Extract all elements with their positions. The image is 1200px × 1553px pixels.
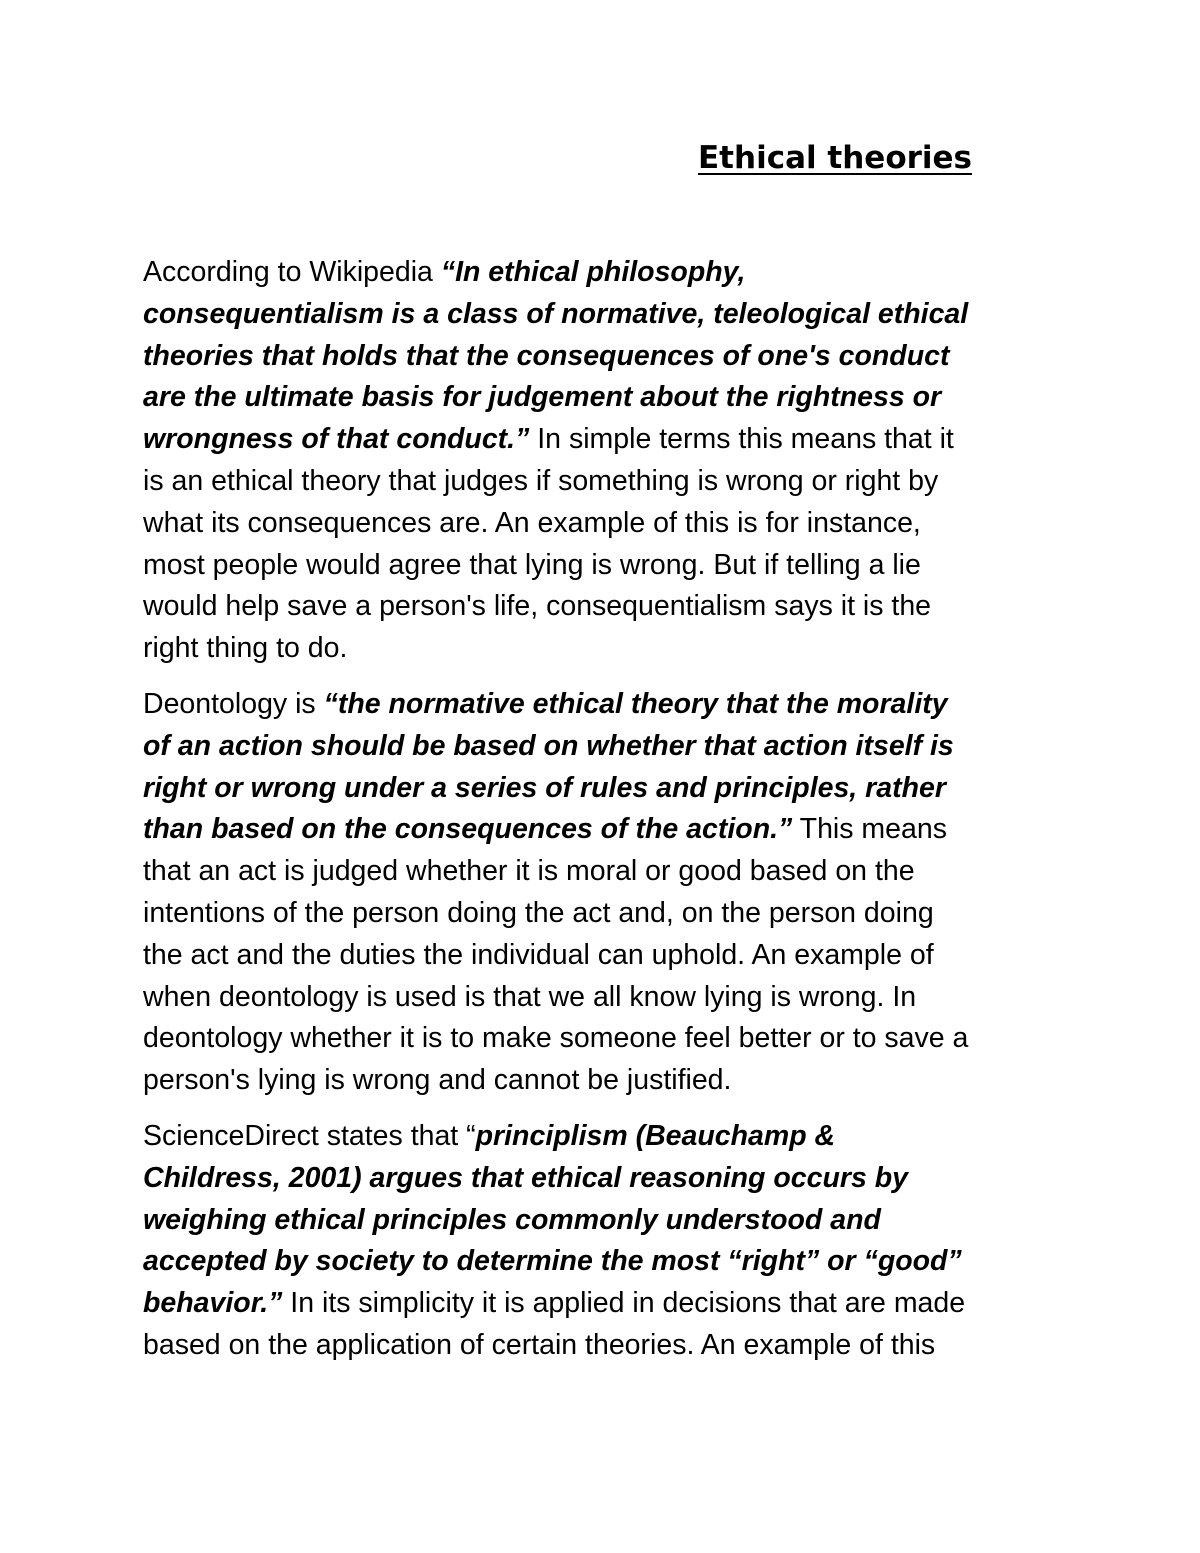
text-line <box>143 1283 1073 1325</box>
text-line <box>143 893 1073 935</box>
text-line <box>143 977 1073 1019</box>
document-body <box>143 252 1073 1381</box>
quoted-text: principlism (Beauchamp & <box>475 1119 836 1152</box>
text-line <box>143 809 1073 851</box>
text-line <box>143 586 1073 628</box>
quoted-text: Childress, 2001) argues that ethical reasoning occurs by <box>143 1161 909 1194</box>
text-line <box>143 503 1073 545</box>
paragraph <box>143 1116 1073 1367</box>
text-line <box>143 294 1073 336</box>
text-line <box>143 935 1073 977</box>
body-text-run: In its simplicity it is applied in decisions that are made <box>282 1287 966 1320</box>
quoted-text: behavior.” <box>143 1287 283 1320</box>
quoted-text: right or wrong under a series of rules and principles, rather <box>143 771 946 804</box>
quoted-text: “In ethical philosophy, <box>440 256 746 288</box>
body-text-run: intentions of the person doing the act and, on the person doing <box>143 896 934 929</box>
text-line <box>143 419 1073 461</box>
quoted-text: are the ultimate basis for judgement about the rightness or <box>143 381 942 414</box>
text-line <box>143 684 1073 726</box>
body-text-run: Deontology is <box>143 687 324 720</box>
body-text-run: right thing to do. <box>143 632 348 665</box>
text-line <box>143 461 1073 503</box>
text-line <box>143 1200 1073 1242</box>
body-text-run: is an ethical theory that judges if something is wrong or right by <box>143 464 939 497</box>
text-line <box>143 336 1073 378</box>
text-line <box>143 545 1073 587</box>
quoted-text: of an action should be based on whether that action itself is <box>143 729 954 762</box>
quoted-text: weighing ethical principles commonly understood and <box>143 1203 881 1236</box>
body-text-run: would help save a person's life, consequentialism says it is the <box>143 590 932 623</box>
body-text-run: In simple terms this means that it <box>529 423 954 456</box>
text-line <box>143 1116 1073 1158</box>
text-line <box>143 768 1073 810</box>
body-text-run: that an act is judged whether it is moral or good based on the <box>143 855 915 888</box>
body-text-run: the act and the duties the individual can uphold. An example of <box>143 938 934 971</box>
body-text-run: most people would agree that lying is wrong. But if telling a lie <box>143 548 921 581</box>
body-text-run: According to Wikipedia <box>143 256 441 288</box>
body-text-run: deontology whether it is to make someone feel better or to save a <box>143 1022 969 1055</box>
text-line <box>143 1060 1073 1102</box>
text-line <box>143 1325 1073 1367</box>
body-text-run: This means <box>792 813 947 846</box>
paragraph <box>143 252 1073 670</box>
text-line <box>143 726 1073 768</box>
text-line <box>143 1158 1073 1200</box>
paragraph <box>143 684 1073 1102</box>
quoted-text: consequentialism is a class of normative, teleological ethical <box>143 297 969 330</box>
text-line <box>143 1241 1073 1283</box>
quoted-text: than based on the consequences of the action.” <box>143 813 793 846</box>
body-text-run: person's lying is wrong and cannot be justified. <box>143 1064 732 1097</box>
text-line <box>143 851 1073 893</box>
text-line <box>143 252 1073 294</box>
document-title: Ethical theories <box>698 140 973 176</box>
quoted-text: “the normative ethical theory that the morality <box>323 687 948 720</box>
text-line <box>143 377 1073 419</box>
body-text-run: what its consequences are. An example of this is for instance, <box>143 506 921 539</box>
quoted-text: theories that holds that the consequences of one's conduct <box>143 339 950 372</box>
text-line <box>143 628 1073 670</box>
quoted-text: wrongness of that conduct.” <box>143 423 530 456</box>
quoted-text: accepted by society to determine the most “right” or “good” <box>143 1245 962 1278</box>
text-line <box>143 1018 1073 1060</box>
body-text-run: based on the application of certain theories. An example of this <box>143 1328 936 1361</box>
body-text-run: ScienceDirect states that “ <box>143 1119 476 1152</box>
body-text-run: when deontology is used is that we all know lying is wrong. In <box>143 980 917 1013</box>
